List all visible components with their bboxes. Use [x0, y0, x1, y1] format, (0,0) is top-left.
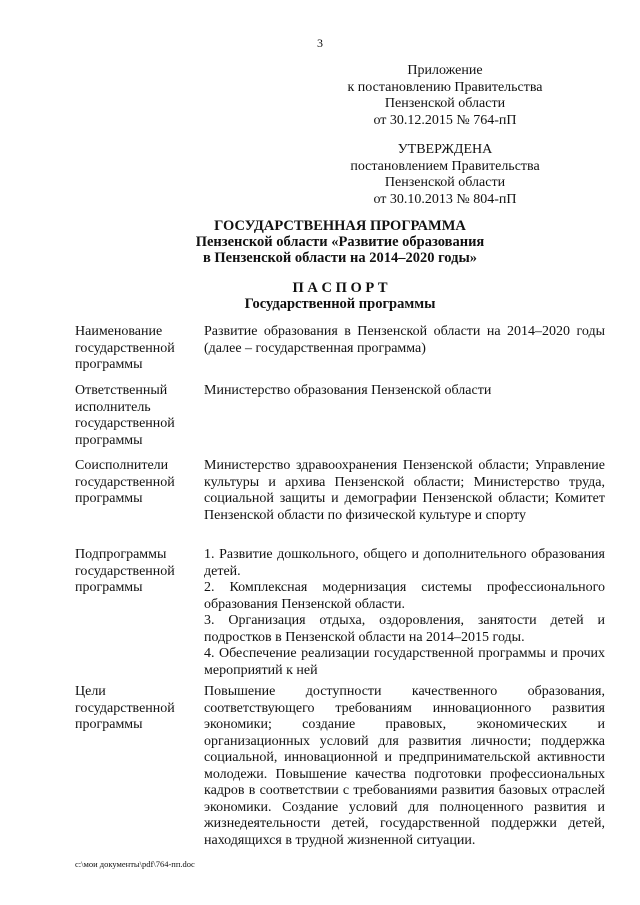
approved-line: УТВЕРЖДЕНА	[397, 142, 493, 157]
approved-line: от 30.10.2013 № 804-пП	[373, 191, 517, 207]
row-label: Подпрограммы государственной программы	[75, 547, 175, 595]
row-value	[204, 458, 605, 524]
program-heading-line: ГОСУДАРСТВЕННАЯ ПРОГРАММА	[214, 218, 466, 234]
row-value	[204, 684, 605, 849]
row-value-paragraph: Повышение доступности качественного образования, соответствующего требованиям инновационного развития экономики; создание правовых, экономических и организационных условий для развития личности; поддержка социальной, инновационной и предпринимательской активности молодежи. Повышение качества подготовки профессиональных кадров в соответствии с требованиями развития базовых отраслей экономики. Создание условий для полноценного развития и жизнедеятельности детей, государственной поддержки детей, находящихся в трудной жизненной ситуации.	[204, 684, 605, 848]
appendix-line: к постановлению Правительства	[347, 79, 543, 95]
row-label: Соисполнители государственной программы	[75, 458, 175, 506]
row-label: Ответственный исполнитель государственной программы	[75, 383, 175, 448]
row-value	[204, 383, 605, 400]
row-value	[204, 547, 605, 679]
appendix-line: от 30.12.2015 № 764-пП	[373, 112, 517, 128]
appendix-line: Приложение	[407, 63, 483, 78]
passport-title: П А С П О Р Т	[292, 280, 388, 296]
row-value-paragraph: Министерство здравоохранения Пензенской области; Управление культуры и архива Пензенской области; Министерство труда, социальной защиты и демографии Пензенской области; Комитет Пензенской области по физической культуре и спорту	[204, 458, 605, 523]
approved-line: Пензенской области	[384, 175, 506, 190]
appendix-line: Пензенской области	[384, 96, 506, 111]
passport-heading	[60, 280, 620, 312]
subprogram-item: 1. Развитие дошкольного, общего и дополнительного образования детей.	[204, 547, 605, 579]
subprogram-item: 2. Комплексная модернизация системы профессионального образования Пензенской области.	[204, 580, 605, 612]
approved-line: постановлением Правительства	[350, 158, 540, 174]
approved-block	[300, 142, 590, 208]
row-value-paragraph: Развитие образования в Пензенской области на 2014–2020 годы (далее – государственная программа)	[204, 324, 605, 356]
appendix-block	[300, 63, 590, 129]
passport-subtitle: Государственной программы	[244, 296, 436, 312]
page-number: 3	[317, 36, 323, 50]
row-value-paragraph: Министерство образования Пензенской области	[204, 383, 492, 398]
subprogram-item: 3. Организация отдыха, оздоровления, занятости детей и подростков в Пензенской области на 2014–2015 годы.	[204, 613, 605, 645]
footer-file-path: c:\мои документы\pdf\764-пп.doc	[75, 859, 195, 869]
program-heading-line: Пензенской области «Развитие образования	[195, 234, 485, 250]
row-value	[204, 324, 605, 357]
program-heading-line: в Пензенской области на 2014–2020 годы»	[202, 250, 478, 266]
subprogram-item: 4. Обеспечение реализации государственной программы и прочих мероприятий к ней	[204, 646, 605, 678]
row-label: Цели государственной программы	[75, 684, 175, 732]
row-label: Наименование государственной программы	[75, 324, 175, 372]
program-heading	[60, 218, 620, 266]
